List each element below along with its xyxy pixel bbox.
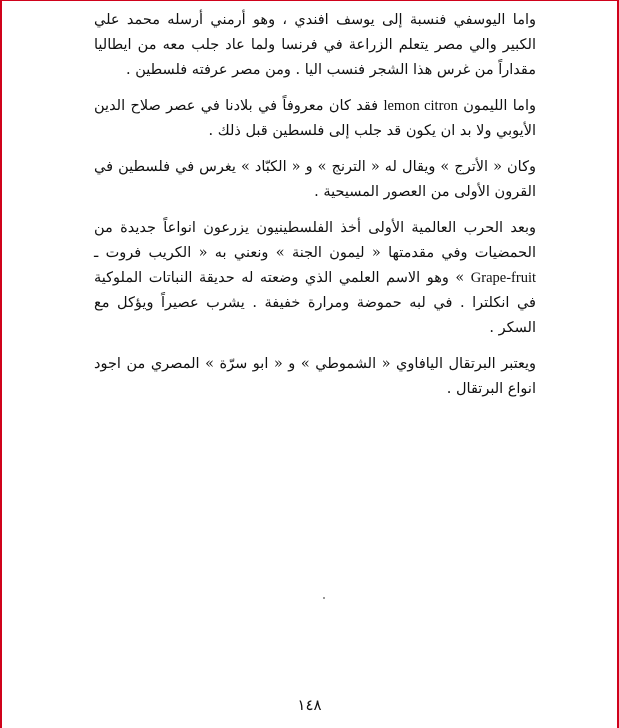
paragraph-yusufi: واما اليوسفي فنسبة إلى يوسف افندي ، وهو أرمني أرسله محمد علي الكبير والي مصر يتعلم الزراعة في فرنسا ولما عاد جلب معه من ايطاليا مقداراً من غرس هذا الشجر فنسب اليا . ومن مصر عرفته فلسطين . [94, 12, 536, 78]
paragraph-oranges: ويعتبر البرتقال اليافاوي « الشموطي » و « ابو سرّة » المصري من اجود انواع البرتقال . [94, 356, 536, 397]
grapefruit-text-after: » وهو الاسم العلمي الذي وضعته له حديقة النباتات الملوكية في انكلترا . في لبه حموضة ومرارة خفيفة . يشرب عصيراً ويؤكل مع السكر . [94, 270, 536, 336]
paragraph-grapefruit [94, 216, 536, 341]
grapefruit-text-before: وبعد الحرب العالمية الأولى أخذ الفلسطينيون يزرعون انواعاً جديدة من الحمضيات وفي مقدمتها « ليمون الجنة » ونعني به « الكريب فروت ـ [94, 220, 536, 261]
scan-speck [323, 597, 325, 599]
paragraph-citron: وكان « الأترج » ويقال له « الترنج » و « الكبّاد » يغرس في فلسطين في القرون الأولى من العصور المسيحية . [94, 159, 536, 200]
grapefruit-latin-term: Grape-fruit [470, 270, 536, 286]
lemon-text-before: واما الليمون [463, 98, 536, 114]
page-number: ١٤٨ [297, 696, 322, 714]
document-body [94, 8, 536, 402]
lemon-text-after: فقد كان معروفاً في بلادنا في عصر صلاح الدين الأيوبي ولا بد ان يكون قد جلب إلى فلسطين قبل ذلك . [94, 98, 536, 139]
paragraph-lemon [94, 94, 536, 144]
lemon-latin-term: lemon citron [383, 98, 458, 114]
